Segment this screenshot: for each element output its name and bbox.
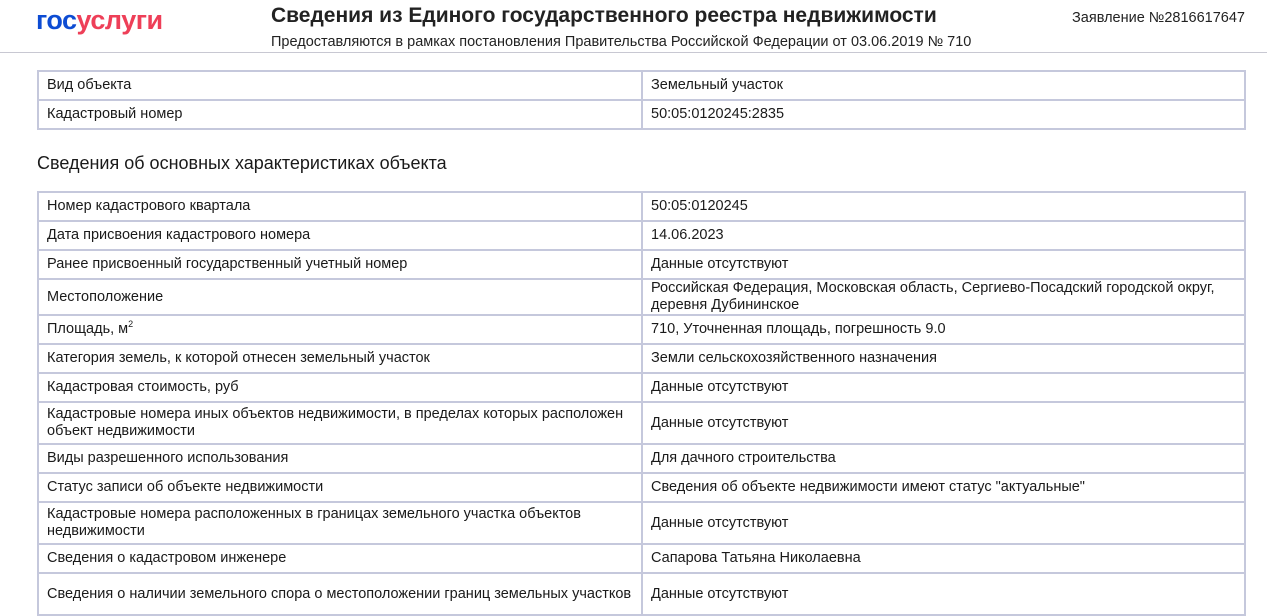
table-row <box>38 100 1245 129</box>
row-label: Сведения о кадастровом инженере <box>38 544 642 573</box>
row-value: Земли сельскохозяйственного назначения <box>642 344 1245 373</box>
row-label: Площадь, м <box>47 321 129 337</box>
table-row <box>38 315 1245 344</box>
row-value: Данные отсутствуют <box>642 250 1245 279</box>
document-title: Сведения из Единого государственного реестра недвижимости <box>271 4 937 27</box>
superscript-2: 2 <box>128 319 134 330</box>
table-row <box>38 573 1245 615</box>
row-value: Сапарова Татьяна Николаевна <box>642 544 1245 573</box>
table-row <box>38 344 1245 373</box>
table-row <box>38 279 1245 315</box>
row-value: Данные отсутствуют <box>642 373 1245 402</box>
row-value: 710, Уточненная площадь, погрешность 9.0 <box>642 315 1245 344</box>
row-label: Кадастровая стоимость, руб <box>38 373 642 402</box>
object-type-value: Земельный участок <box>642 71 1245 100</box>
table-row <box>38 402 1245 444</box>
cadastral-number-label: Кадастровый номер <box>38 100 642 129</box>
table-row <box>38 71 1245 100</box>
row-value: Данные отсутствуют <box>642 402 1245 444</box>
row-label: Кадастровые номера иных объектов недвижимости, в пределах которых расположен объект недвижимости <box>38 402 642 444</box>
row-value: Для дачного строительства <box>642 444 1245 473</box>
row-label: Номер кадастрового квартала <box>38 192 642 221</box>
table-row <box>38 373 1245 402</box>
row-label: Местоположение <box>38 279 642 315</box>
table-row <box>38 444 1245 473</box>
row-label: Дата присвоения кадастрового номера <box>38 221 642 250</box>
table-row <box>38 502 1245 544</box>
application-number: Заявление №2816617647 <box>1072 10 1245 26</box>
object-type-label: Вид объекта <box>38 71 642 100</box>
row-label: Статус записи об объекте недвижимости <box>38 473 642 502</box>
gosuslugi-logo[interactable] <box>36 3 163 37</box>
characteristics-table <box>37 191 1246 616</box>
table-row <box>38 250 1245 279</box>
row-label: Сведения о наличии земельного спора о местоположении границ земельных участков <box>38 573 642 615</box>
row-label: Категория земель, к которой отнесен земельный участок <box>38 344 642 373</box>
row-value: 50:05:0120245 <box>642 192 1245 221</box>
document-subtitle: Предоставляются в рамках постановления Правительства Российской Федерации от 03.06.2019 № 710 <box>271 34 972 50</box>
row-value: Данные отсутствуют <box>642 502 1245 544</box>
row-label: Кадастровые номера расположенных в границах земельного участка объектов недвижимости <box>38 502 642 544</box>
logo-part-uslugi: услуги <box>76 5 163 35</box>
row-label: Ранее присвоенный государственный учетный номер <box>38 250 642 279</box>
row-value: Сведения об объекте недвижимости имеют статус "актуальные" <box>642 473 1245 502</box>
row-value: 14.06.2023 <box>642 221 1245 250</box>
table-row <box>38 544 1245 573</box>
logo-part-gos: гос <box>36 5 77 35</box>
row-label: Виды разрешенного использования <box>38 444 642 473</box>
cadastral-number-value: 50:05:0120245:2835 <box>642 100 1245 129</box>
table-row <box>38 221 1245 250</box>
row-value: Данные отсутствуют <box>642 573 1245 615</box>
area-label <box>38 315 642 344</box>
section-title: Сведения об основных характеристиках объекта <box>37 153 447 173</box>
table-row <box>38 192 1245 221</box>
row-value: Российская Федерация, Московская область, Сергиево-Посадский городской округ, деревня Дубининское <box>642 279 1245 315</box>
table-row <box>38 473 1245 502</box>
page-header <box>0 0 1267 53</box>
object-table <box>37 70 1246 130</box>
